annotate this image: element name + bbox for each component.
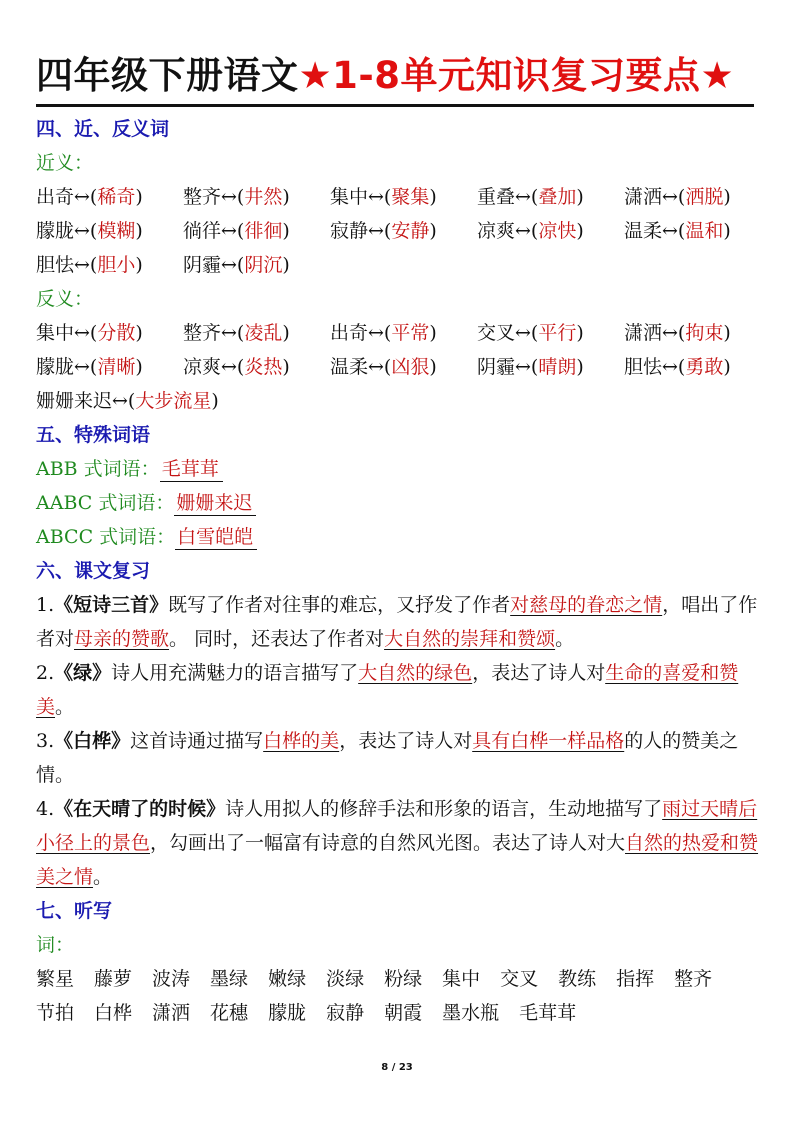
antonym-pair: 潇洒↔(拘束) xyxy=(624,322,731,344)
synonym-pair: 寂静↔(安静) xyxy=(330,220,437,242)
title-range: 1-8 xyxy=(332,54,401,97)
special-word-value: 姗姗来迟 xyxy=(174,491,256,516)
synonym-pair: 潇洒↔(洒脱) xyxy=(624,186,731,208)
section-heading-dictation: 七、听写 xyxy=(36,900,113,922)
antonym-row xyxy=(36,350,766,384)
key-phrase: 大自然的崇拜和赞颂 xyxy=(384,628,556,650)
synonym-pair: 整齐↔(井然) xyxy=(183,186,290,208)
dictation-word: 集中 xyxy=(442,968,481,990)
review-paragraph-2: 2.《绿》诗人用充满魅力的语言描写了大自然的绿色，表达了诗人对生命的喜爱和赞美。 xyxy=(36,662,739,718)
special-word-value: 白雪皑皑 xyxy=(175,525,257,550)
dictation-word: 波涛 xyxy=(152,968,191,990)
key-phrase: 雨过天晴后小径上的景色 xyxy=(36,798,758,854)
dictation-word: 朝霞 xyxy=(384,1002,423,1024)
page-number: 8 / 23 xyxy=(381,1062,413,1073)
dictation-word: 教练 xyxy=(558,968,597,990)
special-word-item: ABB 式词语： 毛茸茸 xyxy=(36,452,766,486)
key-phrase: 母亲的赞歌 xyxy=(74,628,170,650)
antonym-pair: 整齐↔(凌乱) xyxy=(183,322,290,344)
synonym-pair: 重叠↔(叠加) xyxy=(477,186,584,208)
synonym-pair: 阴霾↔(阴沉) xyxy=(183,254,290,276)
antonym-pair: 出奇↔(平常) xyxy=(330,322,437,344)
key-phrase: 自然的热爱和赞美之情 xyxy=(36,832,759,888)
antonym-pair: 姗姗来迟↔(大步流星) xyxy=(36,390,219,412)
key-phrase: 对慈母的眷恋之情 xyxy=(510,594,663,616)
dictation-row xyxy=(36,962,766,996)
dictation-word: 淡绿 xyxy=(326,968,365,990)
lesson-title: 《绿》 xyxy=(54,662,112,684)
synonym-pair: 温柔↔(温和) xyxy=(624,220,731,242)
dictation-word: 潇洒 xyxy=(152,1002,191,1024)
antonym-label: 反义： xyxy=(36,288,94,310)
dictation-word: 花穗 xyxy=(210,1002,249,1024)
page-title xyxy=(36,52,756,100)
antonym-pair: 凉爽↔(炎热) xyxy=(183,356,290,378)
special-word-item: AABC 式词语： 姗姗来迟 xyxy=(36,486,766,520)
synonym-row xyxy=(36,248,766,282)
review-paragraph-1: 1.《短诗三首》既写了作者对往事的难忘，又抒发了作者对慈母的眷恋之情，唱出了作者对母亲的赞歌。 同时，还表达了作者对大自然的崇拜和赞颂。 xyxy=(36,594,758,650)
synonym-pair: 朦胧↔(模糊) xyxy=(36,220,143,242)
section-heading-synonyms-antonyms: 四、近、反义词 xyxy=(36,118,170,140)
synonym-pair: 胆怯↔(胆小) xyxy=(36,254,143,276)
dictation-word: 整齐 xyxy=(674,968,713,990)
content xyxy=(36,112,766,1030)
dictation-word: 节拍 xyxy=(36,1002,75,1024)
dictation-word: 粉绿 xyxy=(384,968,423,990)
title-rest: 单元知识复习要点 xyxy=(400,54,701,97)
synonym-row xyxy=(36,180,766,214)
dictation-word: 嫩绿 xyxy=(268,968,307,990)
title-underline xyxy=(36,104,754,107)
special-word-value: 毛茸茸 xyxy=(160,457,223,482)
key-phrase: 生命的喜爱和赞美 xyxy=(36,662,739,718)
synonym-pair: 出奇↔(稀奇) xyxy=(36,186,143,208)
review-paragraph-3: 3.《白桦》这首诗通过描写白桦的美，表达了诗人对具有白桦一样品格的人的赞美之情。 xyxy=(36,730,739,786)
section-heading-special-words: 五、特殊词语 xyxy=(36,424,151,446)
synonym-row xyxy=(36,214,766,248)
key-phrase: 具有白桦一样品格 xyxy=(472,730,625,752)
antonym-pair: 温柔↔(凶狠) xyxy=(330,356,437,378)
dictation-row xyxy=(36,996,766,1030)
special-word-item: ABCC 式词语： 白雪皑皑 xyxy=(36,520,766,554)
antonym-pair: 集中↔(分散) xyxy=(36,322,143,344)
lesson-title: 《白桦》 xyxy=(54,730,131,752)
dictation-word: 墨水瓶 xyxy=(442,1002,500,1024)
synonym-label: 近义： xyxy=(36,152,94,174)
synonym-pair: 徜徉↔(徘徊) xyxy=(183,220,290,242)
section-heading-text-review: 六、课文复习 xyxy=(36,560,151,582)
star-icon: ★ xyxy=(700,54,735,97)
antonym-pair: 胆怯↔(勇敢) xyxy=(624,356,731,378)
lesson-title: 《在天晴了的时候》 xyxy=(54,798,226,820)
antonym-pair: 朦胧↔(清晰) xyxy=(36,356,143,378)
key-phrase: 白桦的美 xyxy=(263,730,340,752)
antonym-pair: 交叉↔(平行) xyxy=(477,322,584,344)
dictation-word: 繁星 xyxy=(36,968,75,990)
dictation-word: 寂静 xyxy=(326,1002,365,1024)
dictation-word: 指挥 xyxy=(616,968,655,990)
antonym-row xyxy=(36,316,766,350)
dictation-label: 词： xyxy=(36,934,75,956)
dictation-word: 交叉 xyxy=(500,968,539,990)
dictation-word: 藤萝 xyxy=(94,968,133,990)
antonym-row xyxy=(36,384,766,418)
review-paragraph-4: 4.《在天晴了的时候》诗人用拟人的修辞手法和形象的语言，生动地描写了雨过天晴后小径上的景色，勾画出了一幅富有诗意的自然风光图。表达了诗人对大自然的热爱和赞美之情。 xyxy=(36,798,759,888)
star-icon: ★ xyxy=(298,54,333,97)
dictation-word: 白桦 xyxy=(94,1002,133,1024)
dictation-word: 毛茸茸 xyxy=(519,1002,577,1024)
synonym-pair: 集中↔(聚集) xyxy=(330,186,437,208)
dictation-word: 朦胧 xyxy=(268,1002,307,1024)
title-main: 四年级下册语文 xyxy=(36,54,299,97)
lesson-title: 《短诗三首》 xyxy=(54,594,169,616)
dictation-word: 墨绿 xyxy=(210,968,249,990)
antonym-pair: 阴霾↔(晴朗) xyxy=(477,356,584,378)
key-phrase: 大自然的绿色 xyxy=(358,662,473,684)
synonym-pair: 凉爽↔(凉快) xyxy=(477,220,584,242)
